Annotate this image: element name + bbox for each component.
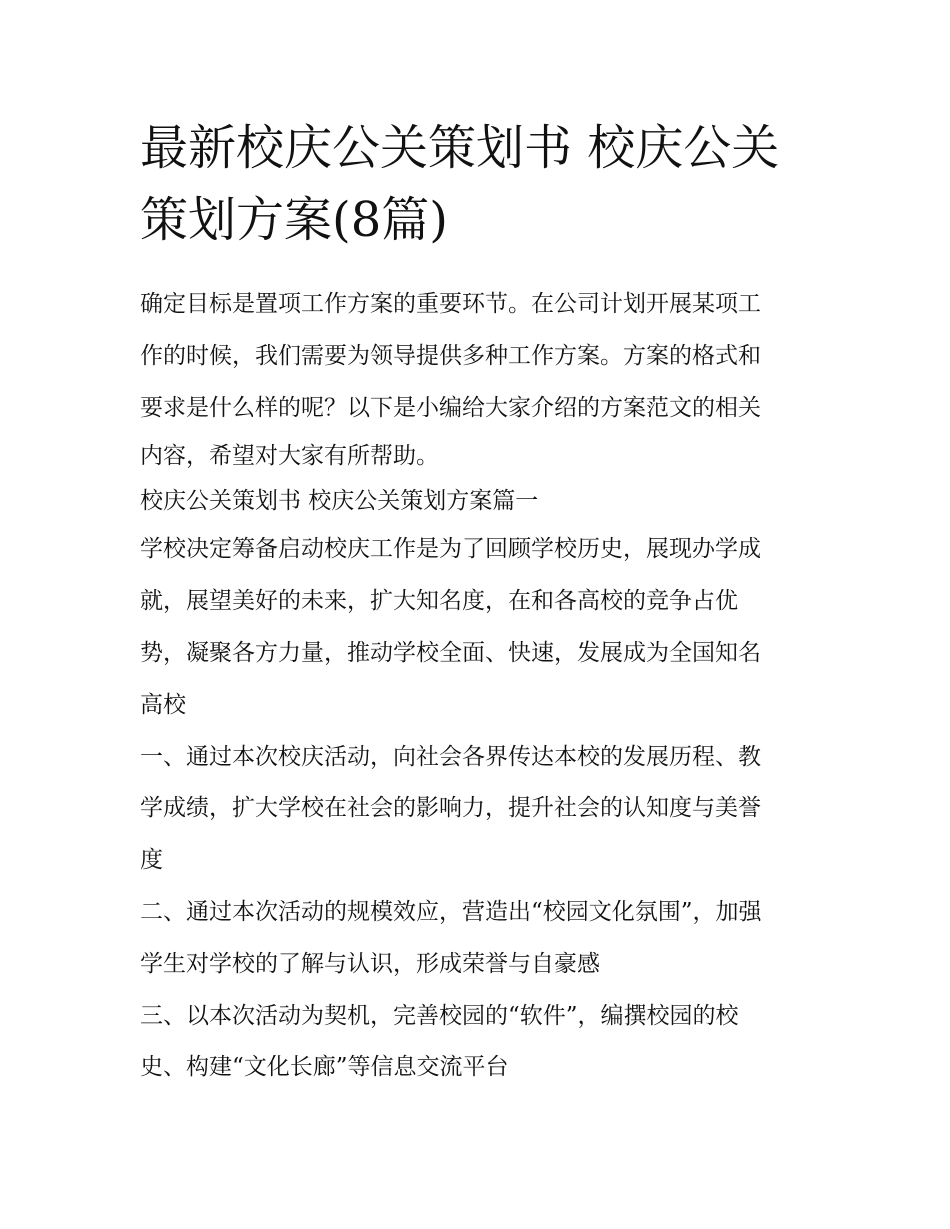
document-title <box>140 112 840 256</box>
intro-line: 确定目标是置项工作方案的重要环节。在公司计划开展某项工 <box>140 291 761 317</box>
section-heading: 校庆公关策划书 校庆公关策划方案篇一 <box>140 488 539 515</box>
document-body <box>140 279 840 1094</box>
paragraph-line: 势，凝聚各方力量，推动学校全面、快速，发展成为全国知名 <box>140 639 761 666</box>
list-item-line: 学成绩，扩大学校在社会的影响力，提升社会的认知度与美誉 <box>140 795 761 822</box>
list-item-line: 史、构建“文化长廊”等信息交流平台 <box>140 1054 509 1081</box>
intro-line: 要求是什么样的呢？以下是小编给大家介绍的方案范文的相关 <box>140 394 761 421</box>
intro-line: 内容，希望对大家有所帮助。 <box>140 443 439 470</box>
paragraph-line: 就，展望美好的未来，扩大知名度，在和各高校的竞争占优 <box>140 588 738 615</box>
list-item-line: 一、通过本次校庆活动，向社会各界传达本校的发展历程、教 <box>140 743 761 770</box>
title-line: 最新校庆公关策划书 校庆公关 <box>140 120 780 176</box>
list-item-line: 三、以本次活动为契机，完善校园的“软件”，编撰校园的校 <box>140 1002 739 1029</box>
paragraph-line: 学校决定筹备启动校庆工作是为了回顾学校历史，展现办学成 <box>140 536 761 563</box>
list-item-line: 度 <box>140 847 163 874</box>
list-item-line: 二、通过本次活动的规模效应，营造出“校园文化氛围”，加强 <box>140 898 762 925</box>
title-line: 策划方案(8篇) <box>140 192 448 248</box>
intro-line: 作的时候，我们需要为领导提供多种工作方案。方案的格式和 <box>140 342 761 369</box>
paragraph-line: 高校 <box>140 691 186 718</box>
list-item-line: 学生对学校的了解与认识，形成荣誉与自豪感 <box>140 950 600 977</box>
